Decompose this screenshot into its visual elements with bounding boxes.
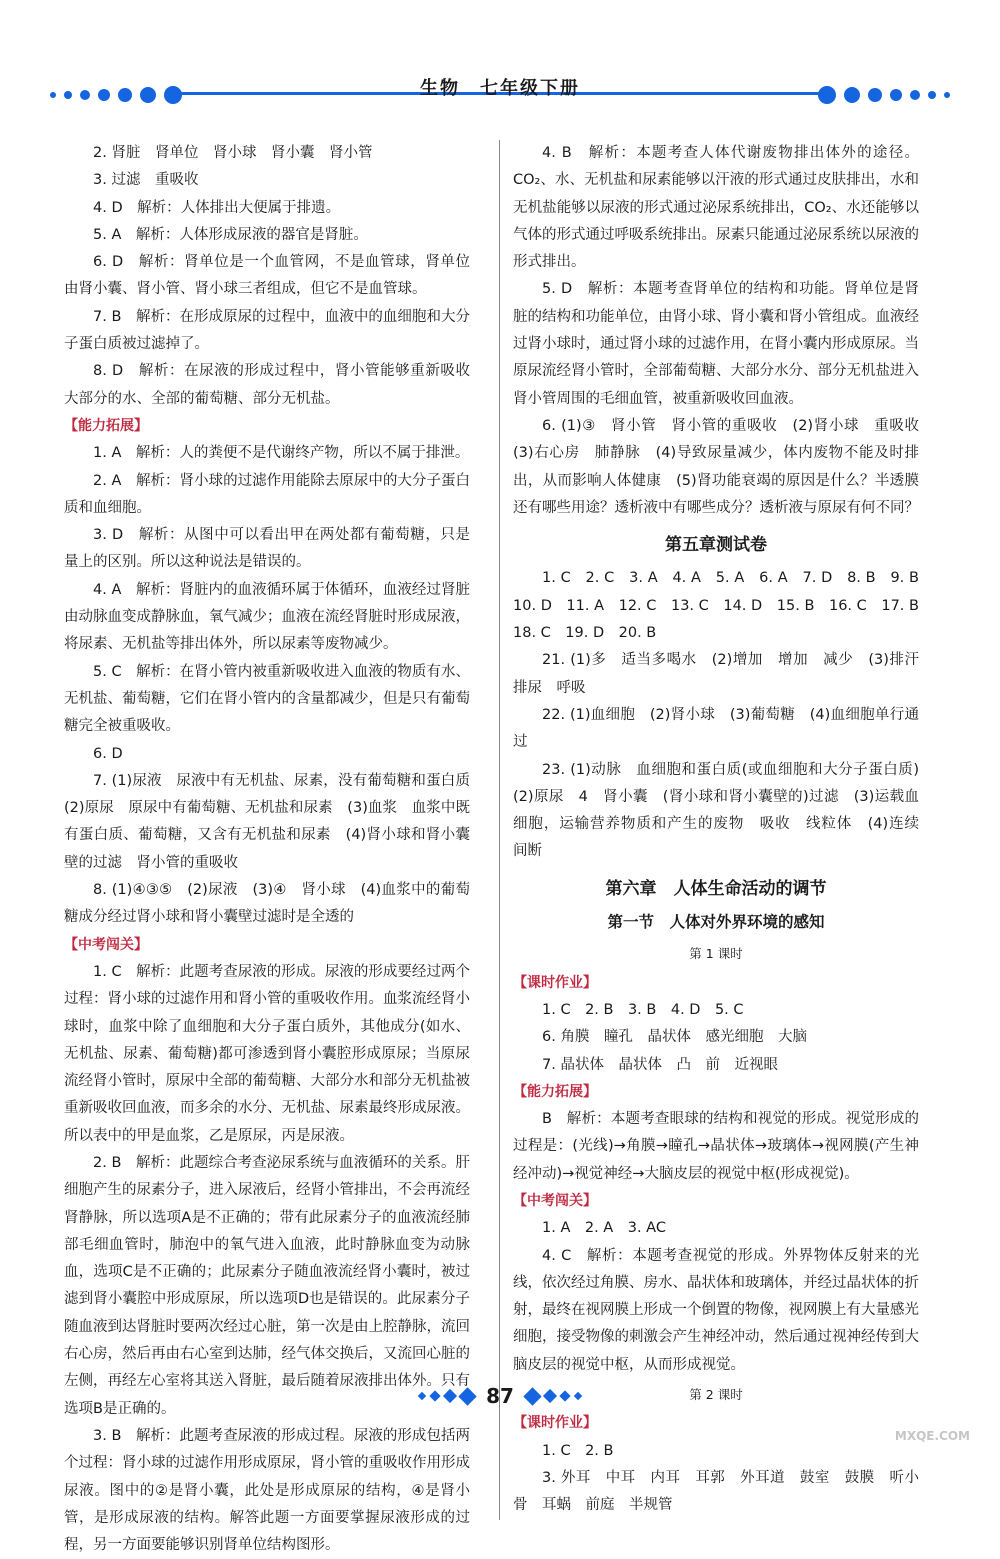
answer-item: 4. B 解析：本题考查人体代谢废物排出体外的途径。CO₂、水、无机盐和尿素能够以汗液的形式通过皮肤排出，水和无机盐能够以尿液的形式通过泌尿系统排出，CO₂、水还能够以气体的形式通过呼吸系统排出。尿素只能通过泌尿系统以尿液的形式排出。 xyxy=(513,145,919,271)
answer-item: 3. 外耳 中耳 内耳 耳郭 外耳道 鼓室 鼓膜 听小骨 耳蜗 前庭 半规管 xyxy=(513,1469,919,1514)
page-title: 生物 七年级下册 xyxy=(420,78,580,99)
section-tag: 【能力拓展】 xyxy=(513,1083,597,1100)
column-divider xyxy=(499,140,500,1520)
diamond-icon xyxy=(458,1387,476,1405)
page-header xyxy=(50,70,950,114)
diamond-icon xyxy=(543,1389,557,1403)
page-number: 87 xyxy=(486,1384,514,1408)
diamond-icon xyxy=(523,1387,541,1405)
answer-item: 8. D 解析：在尿液的形成过程中，肾小管能够重新吸收大部分的水、全部的葡萄糖、部分无机盐。 xyxy=(64,363,470,407)
answer-item: 5. D 解析：本题考查肾单位的结构和功能。肾单位是肾脏的结构和功能单位，由肾小球、肾小囊和肾小管组成。血液经过肾小球时，通过肾小球的过滤作用，在肾小囊内形成原尿。当原尿流经肾小管时，全部葡萄糖、大部分水分、部分无机盐进入肾小管周围的毛细血管，被重新吸收回血液。 xyxy=(513,281,919,407)
left-column xyxy=(64,140,485,1559)
section-tag: 【中考闯关】 xyxy=(513,1192,597,1209)
answer-item: 21. (1)多 适当多喝水 (2)增加 增加 减少 (3)排汗 排尿 呼吸 xyxy=(513,652,934,696)
answer-item: 1. C 2. C 3. A 4. A 5. A 6. A 7. D 8. B 9. B 10. D 11. A 12. C 13. C 14. D 15. B 16. C 17. B 18. C 19. D 20. B xyxy=(513,570,934,642)
answer-item: 7. (1)尿液 尿液中有无机盐、尿素，没有葡萄糖和蛋白质 (2)原尿 原尿中有葡萄糖、无机盐和尿素 (3)血浆 血浆中既有蛋白质、葡萄糖，又含有无机盐和尿素 (4)肾小球和肾小囊壁的过滤 肾小管的重吸收 xyxy=(64,772,485,871)
section-tag: 【课时作业】 xyxy=(513,974,597,991)
answer-item: 4. A 解析：肾脏内的血液循环属于体循环，血液经过肾脏由动脉血变成静脉血，氧气减少；血液在流经肾脏时形成尿液，将尿素、无机盐等排出体外，所以尿素等废物减少。 xyxy=(64,581,470,653)
chapter-heading: 第五章测试卷 xyxy=(665,535,767,556)
answer-item: 6. D xyxy=(93,745,123,762)
answer-item: 3. B 解析：此题考查尿液的形成过程。尿液的形成包括两个过程：肾小球的过滤作用形成原尿，肾小管的重吸收作用形成尿液。图中的②是肾小囊，此处是形成原尿的结构，④是肾小管，是形成尿液的结构。解答此题一方面要掌握尿液形成的过程，另一方面要能够识别肾单位结构图形。 xyxy=(64,1427,470,1554)
answer-item: 6. 角膜 瞳孔 晶状体 感光细胞 大脑 xyxy=(542,1029,807,1046)
answer-item: 1. C 2. B xyxy=(542,1442,614,1459)
answer-item: 7. B 解析：在形成原尿的过程中，血液中的血细胞和大分子蛋白质被过滤掉了。 xyxy=(64,308,470,353)
answer-item: B 解析：本题考查眼球的结构和视觉的形成。视觉形成的过程是：(光线)→角膜→瞳孔→晶状体→玻璃体→视网膜(产生神经冲动)→视觉神经→大脑皮层的视觉中枢(形成视觉)。 xyxy=(513,1111,919,1182)
section-tag: 【能力拓展】 xyxy=(64,417,148,434)
answer-item: 23. (1)动脉 血细胞和蛋白质(或血细胞和大分子蛋白质) (2)原尿 4 肾小囊 (肾小球和肾小囊壁的)过滤 (3)运载血细胞，运输营养物质和产生的废物 吸收 线粒体 (4)连续 间断 xyxy=(513,761,934,860)
answer-item: 6. (1)③ 肾小管 肾小管的重吸收 (2)肾小球 重吸收 (3)右心房 肺静脉 (4)导致尿量减少，体内废物不能及时排出，从而影响人体健康 (5)肾功能衰竭的原因是什么？半透膜还有哪些用途？透析液中有哪些成分？透析液与原尿有何不同？ xyxy=(513,417,934,516)
diamond-icon xyxy=(443,1389,457,1403)
answer-item: 2. B 解析：此题综合考查泌尿系统与血液循环的关系。肝细胞产生的尿素分子，进入尿液后，经肾小管排出，不会再流经肾静脉，所以选项A是不正确的；带有此尿素分子的血液流经肺部毛细血管时，肺泡中的氧气进入血液，此时静脉血变为动脉血，选项C是不正确的；此尿素分子随血液流经肾小囊时，被过滤到肾小囊腔中形成原尿，所以选项D也是错误的。此尿素分子随血液到达肾脏时要两次经过心脏，第一次是由上腔静脉，流回右心房，然后再由右心室到达肺，经气体交换后，又流回心脏的左侧，再经左心室将其送入肾脏，最后随着尿液排出体外。只有选项B是正确的。 xyxy=(64,1154,470,1417)
section-tag: 【课时作业】 xyxy=(513,1415,597,1432)
answer-item: 1. A 2. A 3. AC xyxy=(542,1220,666,1237)
diamond-icon xyxy=(429,1390,440,1401)
answer-item: 1. A 解析：人的粪便不是代谢终产物，所以不属于排泄。 xyxy=(93,445,470,462)
answer-item: 3. D 解析：从图中可以看出甲在两处都有葡萄糖，只是量上的区别。所以这种说法是错误的。 xyxy=(64,527,470,571)
section-tag: 【中考闯关】 xyxy=(64,936,148,953)
answer-item: 1. C 解析：此题考查尿液的形成。尿液的形成要经过两个过程：肾小球的过滤作用和肾小管的重吸收作用。血浆流经肾小球时，血浆中除了血细胞和大分子蛋白质外，其他成分(如水、无机盐、尿素、葡萄糖)都可渗透到肾小囊腔形成原尿；当原尿流经肾小管时，原尿中全部的葡萄糖、大部分水和部分无机盐被重新吸收回血液，而多余的水分、无机盐、尿素最终形成尿液。所以表中的甲是血浆，乙是原尿，丙是尿液。 xyxy=(64,963,470,1144)
diamond-icon xyxy=(559,1390,570,1401)
answer-item: 2. A 解析：肾小球的过滤作用能除去原尿中的大分子蛋白质和血细胞。 xyxy=(64,472,470,516)
watermark-logo: MXQE.COM xyxy=(894,1429,970,1443)
section-heading: 第一节 人体对外界环境的感知 xyxy=(607,913,825,932)
answer-item: 8. (1)④③⑤ (2)尿液 (3)④ 肾小球 (4)血浆中的葡萄糖成分经过肾小球和肾小囊壁过滤时是全透的 xyxy=(64,882,470,926)
answer-item: 5. A 解析：人体形成尿液的器官是肾脏。 xyxy=(93,226,368,243)
answer-item: 6. D 解析：肾单位是一个血管网，不是血管球，肾单位由肾小囊、肾小管、肾小球三者组成，但它不是血管球。 xyxy=(64,254,470,298)
answer-item: 4. C 解析：本题考查视觉的形成。外界物体反射来的光线，依次经过角膜、房水、晶状体和玻璃体，并经过晶状体的折射，最终在视网膜上形成一个倒置的物像，视网膜上有大量感光细胞，接受物像的刺激会产生神经冲动，然后通过视神经传到大脑皮层的视觉中枢，从而形成视觉。 xyxy=(513,1247,919,1373)
answer-item: 7. 晶状体 晶状体 凸 前 近视眼 xyxy=(542,1056,778,1073)
answer-item: 22. (1)血细胞 (2)肾小球 (3)葡萄糖 (4)血细胞单行通过 xyxy=(513,706,919,751)
lesson-label: 第 1 课时 xyxy=(689,946,743,962)
answer-item: 2. 肾脏 肾单位 肾小球 肾小囊 肾小管 xyxy=(93,145,373,161)
answer-item: 1. C 2. B 3. B 4. D 5. C xyxy=(542,1001,744,1018)
lesson-label: 第 2 课时 xyxy=(689,1387,743,1403)
chapter-heading: 第六章 人体生命活动的调节 xyxy=(605,878,827,899)
answer-item: 4. D 解析：人体排出大便属于排遗。 xyxy=(93,199,341,216)
diamond-icon xyxy=(574,1392,582,1400)
diamond-icon xyxy=(418,1392,426,1400)
answer-item: 5. C 解析：在肾小管内被重新吸收进入血液的物质有水、无机盐、葡萄糖，它们在肾小管内的含量都减少，但是只有葡萄糖完全被重吸收。 xyxy=(64,663,470,735)
answer-item: 3. 过滤 重吸收 xyxy=(93,172,199,189)
